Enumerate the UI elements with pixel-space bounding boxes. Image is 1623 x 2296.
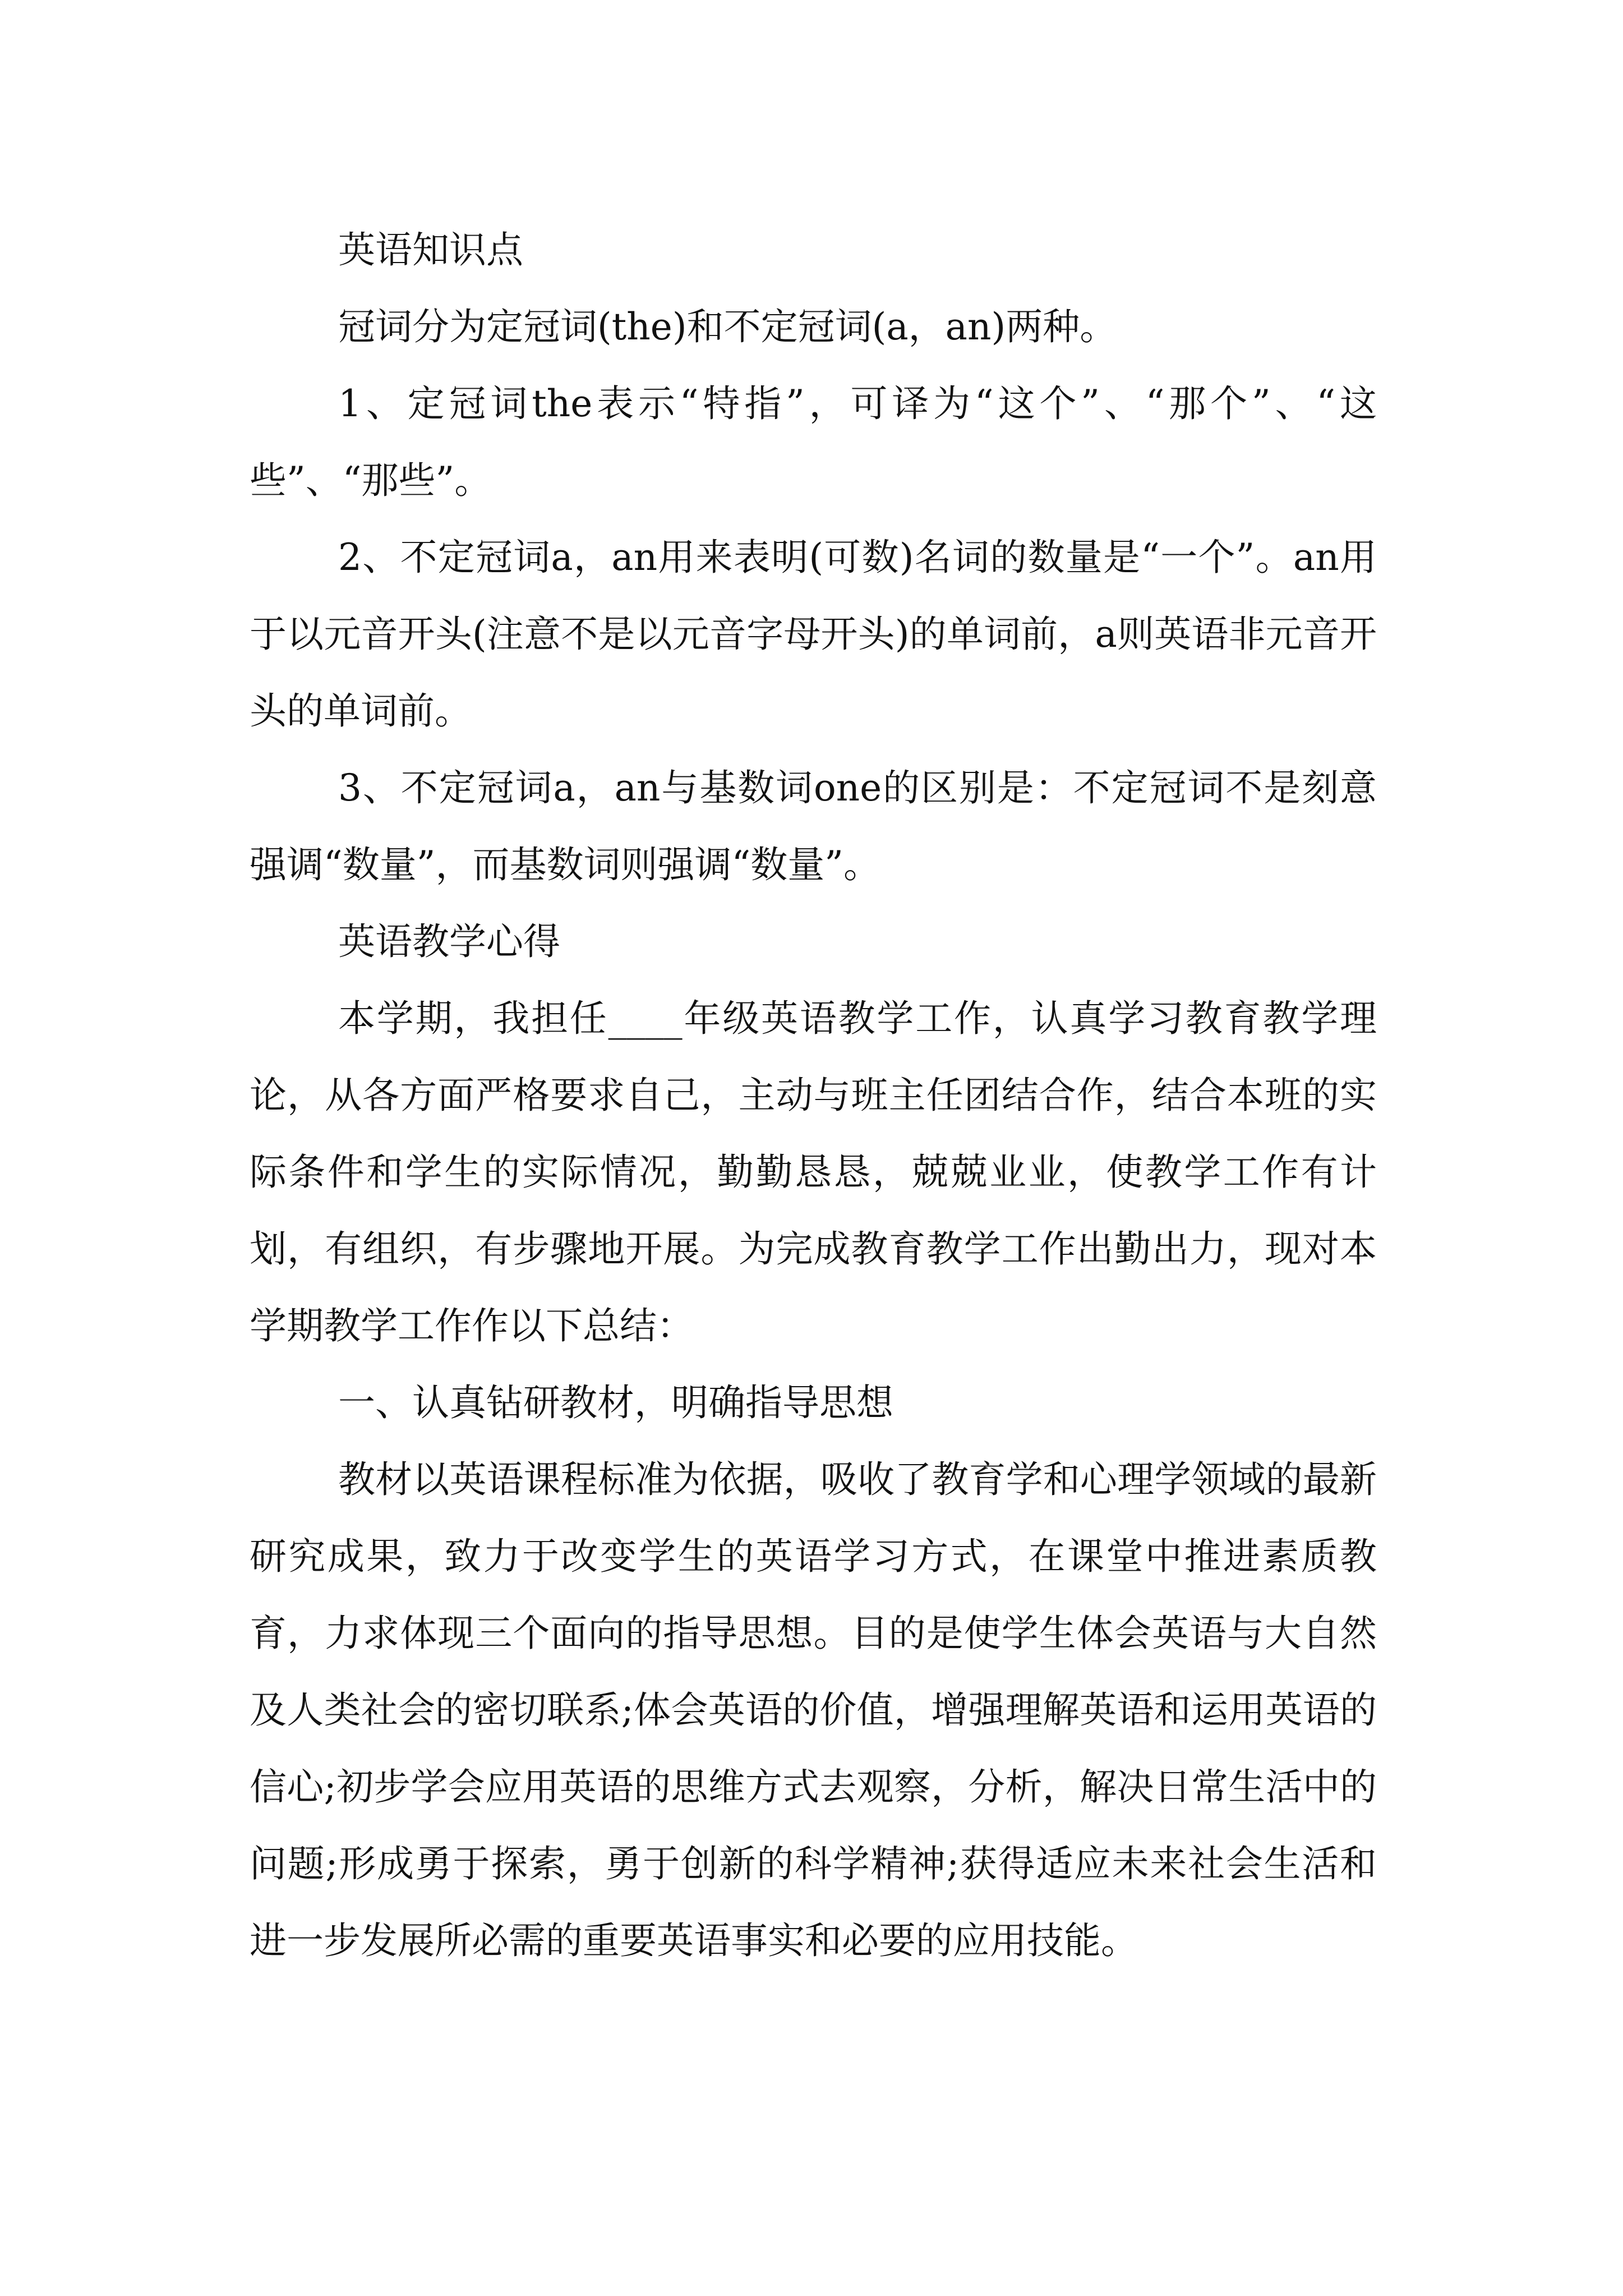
subsection-heading-study-materials: 一、认真钻研教材，明确指导思想: [338, 1381, 893, 1424]
materials-guidance-paragraph: 教材以英语课程标准为依据，吸收了教育学和心理学领域的最新研究成果，致力于改变学生的英语学习方式，在课堂中推进素质教育，力求体现三个面向的指导思想。目的是使学生体会英语与大自然及人类社会的密切联系;体会英语的价值，增强理解英语和运用英语的信心;初步学会应用英语的思维方式去观察，分析，解决日常生活中的问题;形成勇于探索，勇于创新的科学精神;获得适应未来社会生活和进一步发展所必需的重要英语事实和必要的应用技能。: [250, 1458, 1377, 1962]
section-heading-knowledge-points: 英语知识点: [338, 228, 523, 272]
article-vs-numeral-paragraph: 3、不定冠词a，an与基数词one的区别是：不定冠词不是刻意强调“数量”，而基数词则强调“数量”。: [250, 766, 1377, 886]
document-page: [250, 211, 1377, 1979]
definite-article-paragraph: 1、定冠词the表示“特指”，可译为“这个”、“那个”、“这些”、“那些”。: [250, 382, 1377, 502]
article-intro-paragraph: 冠词分为定冠词(the)和不定冠词(a，an)两种。: [338, 305, 1117, 348]
indefinite-article-paragraph: 2、不定冠词a，an用来表明(可数)名词的数量是“一个”。an用于以元音开头(注意不是以元音字母开头)的单词前，a则英语非元音开头的单词前。: [250, 536, 1377, 733]
teaching-summary-paragraph: 本学期，我担任____年级英语教学工作，认真学习教育教学理论，从各方面严格要求自己，主动与班主任团结合作，结合本班的实际条件和学生的实际情况，勤勤恳恳，兢兢业业，使教学工作有计划，有组织，有步骤地开展。为完成教育教学工作出勤出力，现对本学期教学工作作以下总结：: [250, 997, 1377, 1347]
section-heading-teaching-notes: 英语教学心得: [338, 920, 560, 963]
